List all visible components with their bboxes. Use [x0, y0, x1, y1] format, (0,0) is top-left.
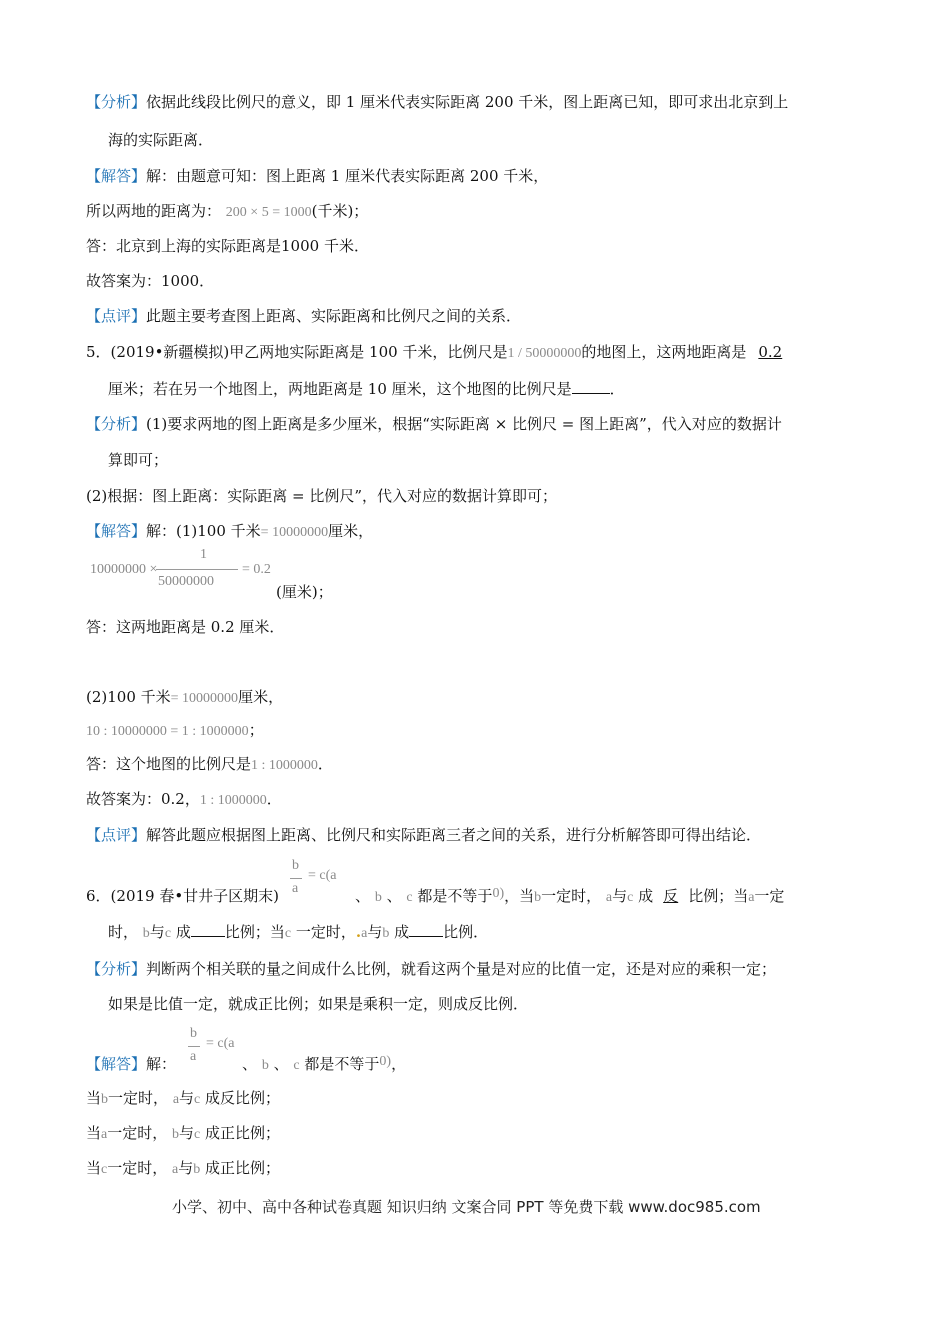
solution-5-answer1: 答：这两地距离是 0.2 厘米． [86, 618, 285, 636]
solution-6-case-c: 当c一定时， a与b 成正比例； [86, 1159, 281, 1177]
answer-6-blank2 [191, 922, 225, 937]
analysis-5-line2: 算即可； [108, 451, 169, 469]
analysis-4-line2: 海的实际距离． [108, 131, 214, 149]
analysis-6-line2: 如果是比值一定，就成正比例；如果是乘积一定，则成反比例． [108, 995, 529, 1013]
s6-equation: = c(a [206, 1036, 235, 1051]
solution-5-line4: 10 : 10000000 = 1 : 1000000； [86, 721, 264, 739]
solution-5-line1: 【解答】解：(1)100 千米= 10000000厘米， [86, 522, 374, 540]
answer-5-blank2 [572, 379, 610, 394]
q6-equation: = c(a [308, 868, 337, 883]
s6-fraction-a: a [190, 1049, 197, 1064]
solution-5-answer2: 答：这个地图的比例尺是1 : 1000000． [86, 755, 333, 773]
question-5-line2: 厘米；若在另一个地图上，两地距离是 10 厘米，这个地图的比例尺是 ． [108, 380, 625, 398]
answer-5-blank1: 0.2 [758, 343, 783, 361]
fraction-denominator: 50000000 [158, 574, 214, 589]
fraction-numerator: 1 [200, 547, 207, 562]
question-6-line1: 6．(2019 春•甘井子区期末) 、 b 、 c 都是不等于0)，当b一定时， a与c 成 反 比例；当a一定 [86, 886, 785, 905]
analysis-4-line1: 【分析】依据此线段比例尺的意义，即 1 厘米代表实际距离 200 千米，图上距离已知，即可求出北京到上 [86, 93, 789, 111]
page-footer: 小学、初中、高中各种试卷真题 知识归纳 文案合同 PPT 等免费下载 www.doc985.com [172, 1198, 761, 1216]
q6-fraction-a: a [292, 881, 299, 896]
analysis-6-line1: 【分析】判断两个相关联的量之间成什么比例，就看这两个量是对应的比值一定，还是对应的乘积一定； [86, 960, 777, 978]
q6-fraction-bar [290, 878, 302, 879]
q6-fraction-b: b [292, 858, 299, 873]
solution-5-line3: (2)100 千米= 10000000厘米， [86, 688, 284, 706]
question-5-line1: 5．(2019•新疆模拟)甲乙两地实际距离是 100 千米，比例尺是1 / 50000000的地图上，这两地距离是 0.2 [86, 343, 783, 361]
question-6-line2: 时， b与c 成 比例；当c 一定时，.a与b 成 比例． [108, 923, 489, 941]
analysis-5-line1: 【分析】(1)要求两地的图上距离是多少厘米，根据“实际距离 × 比例尺 = 图上距离”，代入对应的数据计 [86, 415, 782, 433]
analysis-5-line3: (2)根据：图上距离：实际距离 = 比例尺”，代入对应的数据计算即可； [86, 487, 558, 505]
s6-fraction-bar [188, 1046, 200, 1047]
comment-4: 【点评】此题主要考查图上距离、实际距离和比例尺之间的关系． [86, 307, 522, 325]
solution-4-line3: 答：北京到上海的实际距离是1000 千米． [86, 237, 369, 255]
comment-5: 【点评】解答此题应根据图上距离、比例尺和实际距离三者之间的关系，进行分析解答即可得出结论． [86, 826, 762, 844]
solution-6-line1: 【解答】解： 、 b 、 c 都是不等于0)， [86, 1054, 407, 1073]
solution-5-final: 故答案为：0.2，1 : 1000000． [86, 790, 282, 808]
equation-unit: (厘米)； [276, 583, 333, 601]
solution-6-case-b: 当b一定时， a与c 成反比例； [86, 1089, 281, 1107]
equation-right: = 0.2 [242, 562, 271, 577]
answer-6-blank3 [409, 922, 443, 937]
solution-4-line2: 所以两地的距离为： 200 × 5 = 1000(千米)； [86, 202, 369, 220]
solution-4-line4: 故答案为：1000． [86, 272, 215, 290]
fraction-bar [156, 569, 238, 570]
solution-4-line1: 【解答】解：由题意可知：图上距离 1 厘米代表实际距离 200 千米， [86, 167, 549, 185]
solution-6-case-a: 当a一定时， b与c 成正比例； [86, 1124, 281, 1142]
equation-left: 10000000 × [90, 562, 158, 577]
s6-fraction-b: b [190, 1026, 197, 1041]
answer-6-blank1: 反 [663, 887, 679, 905]
